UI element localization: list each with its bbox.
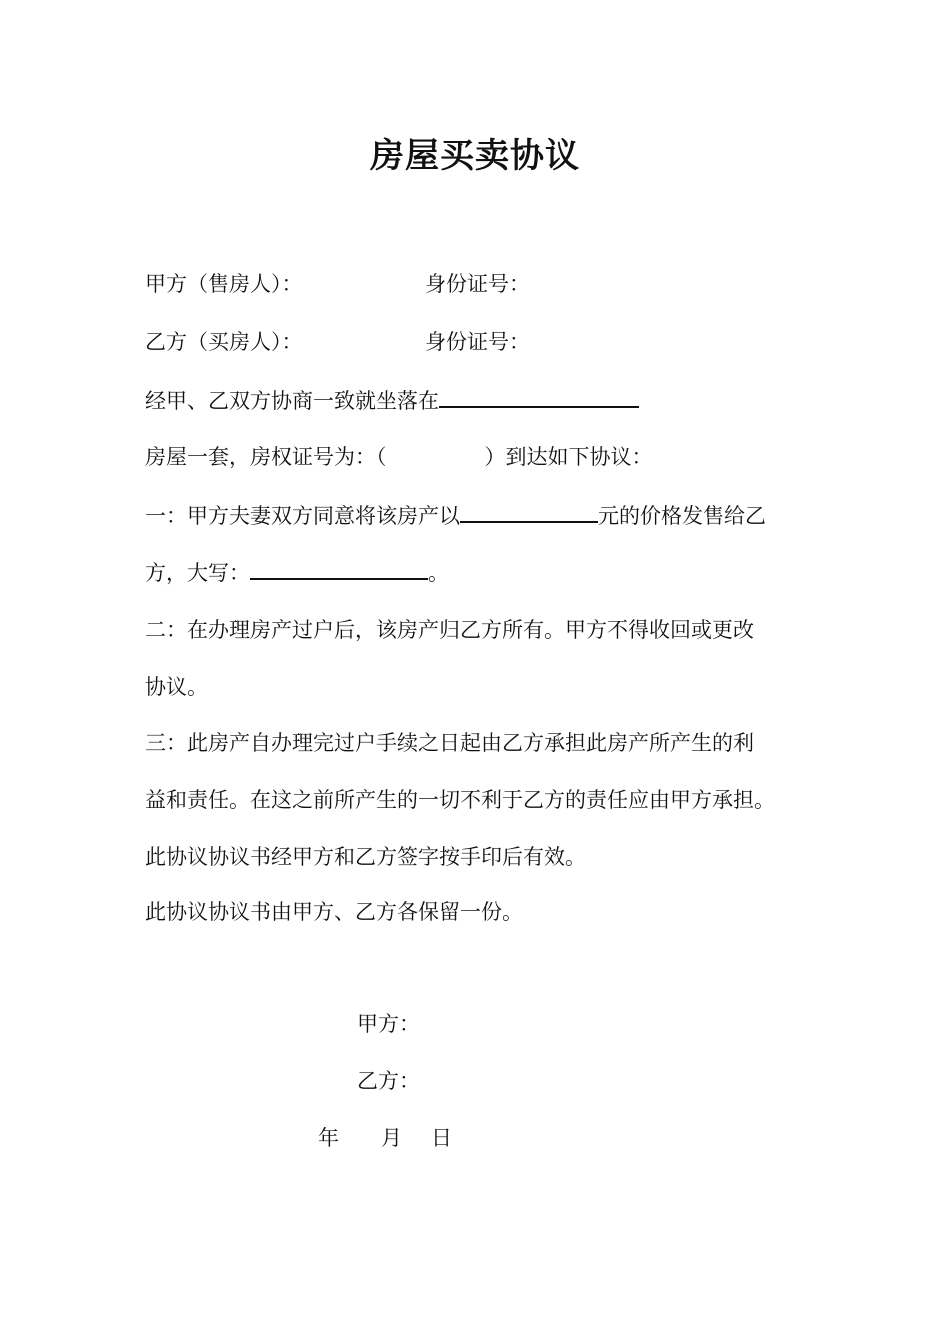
clause-1-text-d: 。 <box>428 561 449 585</box>
date-year: 年 <box>318 1126 339 1150</box>
date-month: 月 <box>381 1126 402 1150</box>
party-b-label: 乙方（买房人）： <box>145 330 303 354</box>
clause-1-text-b: 元的价格发售给乙 <box>598 504 766 528</box>
price-blank <box>460 501 598 523</box>
effective-note: 此协议协议书经甲方和乙方签字按手印后有效。 <box>145 845 586 869</box>
clause-2-line-1: 二：在办理房产过户后，该房产归乙方所有。甲方不得收回或更改 <box>145 618 754 642</box>
party-b-id-label: 身份证号： <box>425 330 530 354</box>
clause-3-line-1: 三：此房产自办理完过户手续之日起由乙方承担此房产所产生的利 <box>145 731 754 755</box>
party-a-id-label: 身份证号： <box>425 272 530 296</box>
signature-party-a: 甲方： <box>357 1012 420 1036</box>
certificate-text-start: 房屋一套，房权证号为：（ <box>145 445 387 469</box>
signature-party-b: 乙方： <box>357 1069 420 1093</box>
clause-1-text-a: 一：甲方夫妻双方同意将该房产以 <box>145 504 460 528</box>
certificate-text-end: ）到达如下协议： <box>484 445 653 469</box>
price-in-words-blank <box>250 558 428 580</box>
copies-note: 此协议协议书由甲方、乙方各保留一份。 <box>145 900 523 924</box>
clause-2-line-2: 协议。 <box>145 675 208 699</box>
intro-text: 经甲、乙双方协商一致就坐落在 <box>145 389 439 413</box>
clause-1-line-1 <box>145 501 766 530</box>
clause-1-text-c: 方，大写： <box>145 561 250 585</box>
party-a-label: 甲方（售房人）： <box>145 272 303 296</box>
document-title: 房屋买卖协议 <box>370 136 580 176</box>
clause-1-line-2 <box>145 558 449 587</box>
location-blank <box>439 386 639 408</box>
clause-3-line-2: 益和责任。在这之前所产生的一切不利于乙方的责任应由甲方承担。 <box>145 788 775 812</box>
date-day: 日 <box>431 1126 452 1150</box>
intro-line <box>145 386 639 415</box>
intro-line-2 <box>145 443 653 471</box>
